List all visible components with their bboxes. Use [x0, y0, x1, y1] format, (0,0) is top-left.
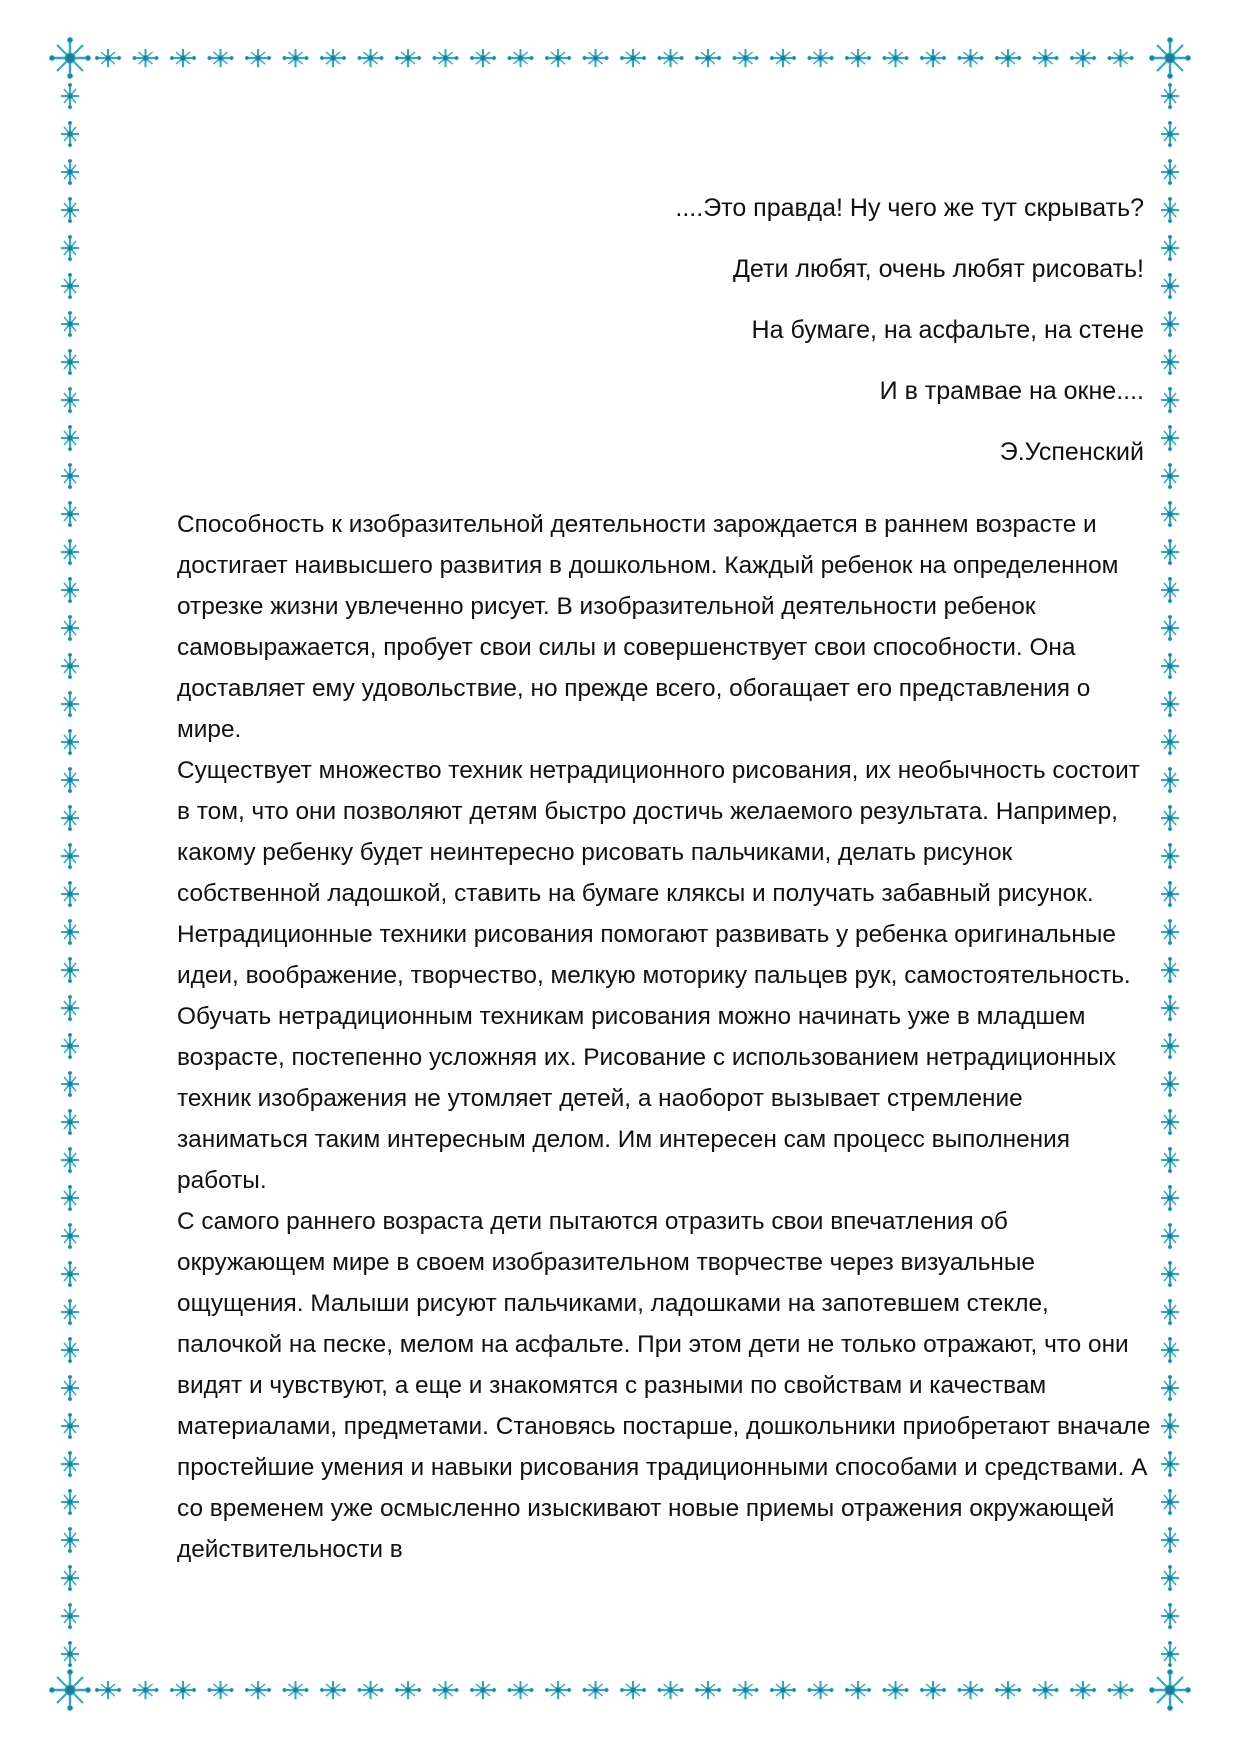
snowflake-ornament-icon — [1161, 83, 1179, 108]
snowflake-ornament-icon — [283, 49, 308, 67]
corner-ornament-icon — [50, 38, 91, 79]
snowflake-ornament-icon — [61, 121, 79, 146]
snowflake-ornament-icon — [133, 49, 158, 67]
snowflake-ornament-icon — [845, 1681, 870, 1699]
snowflake-ornament-icon — [1161, 501, 1179, 526]
snowflake-ornament-icon — [658, 1681, 683, 1699]
snowflake-ornament-icon — [1161, 615, 1179, 640]
snowflake-ornament-icon — [470, 1681, 495, 1699]
snowflake-ornament-icon — [61, 235, 79, 260]
snowflake-ornament-icon — [61, 1413, 79, 1438]
snowflake-ornament-icon — [1161, 1375, 1179, 1400]
snowflake-ornament-icon — [133, 1681, 158, 1699]
snowflake-ornament-icon — [95, 1681, 120, 1699]
snowflake-ornament-icon — [1161, 349, 1179, 374]
corner-ornament-icon — [50, 1670, 91, 1711]
snowflake-ornament-icon — [95, 49, 120, 67]
snowflake-ornament-icon — [1161, 235, 1179, 260]
snowflake-ornament-icon — [1161, 805, 1179, 830]
snowflake-ornament-icon — [433, 1681, 458, 1699]
snowflake-ornament-icon — [1161, 1261, 1179, 1286]
snowflake-ornament-icon — [61, 425, 79, 450]
snowflake-ornament-icon — [920, 1681, 945, 1699]
snowflake-ornament-icon — [545, 1681, 570, 1699]
snowflake-ornament-icon — [920, 49, 945, 67]
snowflake-ornament-icon — [433, 49, 458, 67]
snowflake-ornament-icon — [61, 691, 79, 716]
epigraph-line: И в трамвае на окне.... — [879, 377, 1144, 405]
snowflake-ornament-icon — [61, 1261, 79, 1286]
snowflake-ornament-icon — [770, 49, 795, 67]
snowflake-ornament-icon — [208, 49, 233, 67]
snowflake-ornament-icon — [1161, 1223, 1179, 1248]
epigraph — [444, 193, 1144, 467]
snowflake-ornament-icon — [1033, 49, 1058, 67]
snowflake-ornament-icon — [61, 1033, 79, 1058]
snowflake-ornament-icon — [245, 49, 270, 67]
snowflake-ornament-icon — [620, 49, 645, 67]
snowflake-ornament-icon — [1161, 1527, 1179, 1552]
snowflake-ornament-icon — [470, 49, 495, 67]
snowflake-ornament-icon — [1070, 49, 1095, 67]
snowflake-ornament-icon — [61, 919, 79, 944]
epigraph-line: Дети любят, очень любят рисовать! — [732, 255, 1144, 283]
snowflake-ornament-icon — [733, 1681, 758, 1699]
snowflake-ornament-icon — [1161, 1641, 1179, 1666]
snowflake-ornament-icon — [61, 1375, 79, 1400]
snowflake-ornament-icon — [808, 1681, 833, 1699]
snowflake-ornament-icon — [1161, 425, 1179, 450]
snowflake-ornament-icon — [620, 1681, 645, 1699]
snowflake-ornament-icon — [208, 1681, 233, 1699]
epigraph-author: Э.Успенский — [999, 438, 1144, 466]
snowflake-ornament-icon — [395, 49, 420, 67]
snowflake-ornament-icon — [1161, 1489, 1179, 1514]
snowflake-ornament-icon — [283, 1681, 308, 1699]
snowflake-ornament-icon — [1161, 1033, 1179, 1058]
snowflake-ornament-icon — [733, 49, 758, 67]
snowflake-ornament-icon — [1161, 1337, 1179, 1362]
snowflake-ornament-icon — [320, 1681, 345, 1699]
snowflake-ornament-icon — [1161, 729, 1179, 754]
snowflake-ornament-icon — [1070, 1681, 1095, 1699]
snowflake-ornament-icon — [958, 1681, 983, 1699]
snowflake-ornament-icon — [61, 1603, 79, 1628]
snowflake-ornament-icon — [583, 49, 608, 67]
snowflake-ornament-icon — [1161, 577, 1179, 602]
snowflake-ornament-icon — [61, 957, 79, 982]
snowflake-ornament-icon — [1161, 957, 1179, 982]
snowflake-ornament-icon — [1161, 311, 1179, 336]
snowflake-ornament-icon — [845, 49, 870, 67]
snowflake-ornament-icon — [1161, 691, 1179, 716]
snowflake-ornament-icon — [1161, 1185, 1179, 1210]
snowflake-ornament-icon — [61, 653, 79, 678]
snowflake-ornament-icon — [61, 1071, 79, 1096]
snowflake-ornament-icon — [1033, 1681, 1058, 1699]
snowflake-ornament-icon — [61, 767, 79, 792]
paragraph: Существует множество техник нетрадиционного рисования, их необычность состоит в том, что они позволяют детям быстро достичь желаемого результата. Например, какому ребенку будет неинтересно рисовать пальчиками, делать рисунок собственной ладошкой, ставить на бумаге кляксы и получать забавный рисунок. Нетрадиционные техники рисования помогают развивать у ребенка оригинальные идеи, воображение, творчество, мелкую моторику пальцев рук, самостоятельность. Обучать нетрадиционным техникам рисования можно начинать уже в младшем возрасте, постепенно усложняя их. Рисование с использованием нетрадиционных техник изображения не утомляет детей, а наоборот вызывает стремление заниматься таким интересным делом. Им интересен сам процесс выполнения работы. — [177, 757, 1140, 1194]
snowflake-ornament-icon — [583, 1681, 608, 1699]
snowflake-ornament-icon — [695, 49, 720, 67]
snowflake-ornament-icon — [545, 49, 570, 67]
snowflake-ornament-icon — [61, 83, 79, 108]
snowflake-ornament-icon — [61, 501, 79, 526]
snowflake-ornament-icon — [958, 49, 983, 67]
snowflake-ornament-icon — [61, 843, 79, 868]
snowflake-ornament-icon — [1161, 159, 1179, 184]
snowflake-ornament-icon — [1161, 881, 1179, 906]
epigraph-line: На бумаге, на асфальте, на стене — [751, 316, 1144, 344]
snowflake-ornament-icon — [61, 463, 79, 488]
snowflake-ornament-icon — [320, 49, 345, 67]
snowflake-ornament-icon — [1161, 919, 1179, 944]
snowflake-ornament-icon — [508, 1681, 533, 1699]
snowflake-ornament-icon — [61, 1337, 79, 1362]
snowflake-ornament-icon — [1108, 1681, 1133, 1699]
snowflake-ornament-icon — [61, 1489, 79, 1514]
snowflake-ornament-icon — [61, 539, 79, 564]
snowflake-ornament-icon — [395, 1681, 420, 1699]
snowflake-ornament-icon — [1161, 121, 1179, 146]
snowflake-ornament-icon — [1161, 463, 1179, 488]
snowflake-ornament-icon — [1161, 653, 1179, 678]
snowflake-ornament-icon — [61, 1527, 79, 1552]
snowflake-ornament-icon — [1161, 387, 1179, 412]
snowflake-ornament-icon — [770, 1681, 795, 1699]
snowflake-ornament-icon — [61, 1641, 79, 1666]
snowflake-ornament-icon — [1161, 843, 1179, 868]
snowflake-ornament-icon — [170, 49, 195, 67]
snowflake-ornament-icon — [170, 1681, 195, 1699]
snowflake-ornament-icon — [695, 1681, 720, 1699]
snowflake-ornament-icon — [1161, 1565, 1179, 1590]
snowflake-ornament-icon — [1161, 1413, 1179, 1438]
snowflake-ornament-icon — [61, 729, 79, 754]
snowflake-ornament-icon — [1161, 1109, 1179, 1134]
snowflake-ornament-icon — [61, 881, 79, 906]
snowflake-ornament-icon — [61, 349, 79, 374]
snowflake-ornament-icon — [1161, 1299, 1179, 1324]
snowflake-ornament-icon — [61, 995, 79, 1020]
paragraph: С самого раннего возраста дети пытаются отразить свои впечатления об окружающем мире в своем изобразительном творчестве через визуальные ощущения. Малыши рисуют пальчиками, ладошками на запотевшем стекле, палочкой на песке, мелом на асфальте. При этом дети не только отражают, что они видят и чувствуют, а еще и знакомятся с разными по свойствам и качествам материалами, предметами. Становясь постарше, дошкольники приобретают вначале простейшие умения и навыки рисования традиционными способами и средствами. А со временем уже осмысленно изыскивают новые приемы отражения окружающей действительности в — [177, 1208, 1151, 1563]
snowflake-ornament-icon — [1161, 1071, 1179, 1096]
snowflake-ornament-icon — [61, 1147, 79, 1172]
snowflake-ornament-icon — [808, 49, 833, 67]
snowflake-ornament-icon — [61, 1451, 79, 1476]
snowflake-ornament-icon — [1161, 1147, 1179, 1172]
snowflake-ornament-icon — [61, 273, 79, 298]
snowflake-ornament-icon — [1108, 49, 1133, 67]
snowflake-ornament-icon — [61, 1223, 79, 1248]
snowflake-ornament-icon — [61, 387, 79, 412]
snowflake-ornament-icon — [61, 311, 79, 336]
snowflake-ornament-icon — [61, 1299, 79, 1324]
snowflake-ornament-icon — [61, 805, 79, 830]
corner-ornament-icon — [1150, 1670, 1191, 1711]
snowflake-ornament-icon — [883, 1681, 908, 1699]
snowflake-ornament-icon — [995, 49, 1020, 67]
snowflake-ornament-icon — [883, 49, 908, 67]
snowflake-ornament-icon — [1161, 1603, 1179, 1628]
snowflake-ornament-icon — [245, 1681, 270, 1699]
snowflake-ornament-icon — [1161, 197, 1179, 222]
snowflake-ornament-icon — [61, 1109, 79, 1134]
snowflake-ornament-icon — [61, 615, 79, 640]
snowflake-ornament-icon — [658, 49, 683, 67]
snowflake-ornament-icon — [61, 197, 79, 222]
body-text — [177, 504, 1152, 1570]
snowflake-ornament-icon — [995, 1681, 1020, 1699]
corner-ornament-icon — [1150, 38, 1191, 79]
snowflake-ornament-icon — [1161, 1451, 1179, 1476]
snowflake-ornament-icon — [358, 49, 383, 67]
paragraph: Способность к изобразительной деятельности зарождается в раннем возрасте и достигает наивысшего развития в дошкольном. Каждый ребенок на определенном отрезке жизни увлеченно рисует. В изобразительной деятельности ребенок самовыражается, пробует свои силы и совершенствует свои способности. Она доставляет ему удовольствие, но прежде всего, обогащает его представления о мире. — [177, 511, 1119, 743]
snowflake-ornament-icon — [61, 159, 79, 184]
snowflake-ornament-icon — [508, 49, 533, 67]
snowflake-ornament-icon — [1161, 273, 1179, 298]
snowflake-ornament-icon — [61, 1565, 79, 1590]
snowflake-ornament-icon — [61, 1185, 79, 1210]
snowflake-ornament-icon — [1161, 539, 1179, 564]
snowflake-ornament-icon — [61, 577, 79, 602]
snowflake-ornament-icon — [358, 1681, 383, 1699]
epigraph-line: ....Это правда! Ну чего же тут скрывать? — [675, 194, 1144, 222]
snowflake-ornament-icon — [1161, 995, 1179, 1020]
snowflake-ornament-icon — [1161, 767, 1179, 792]
